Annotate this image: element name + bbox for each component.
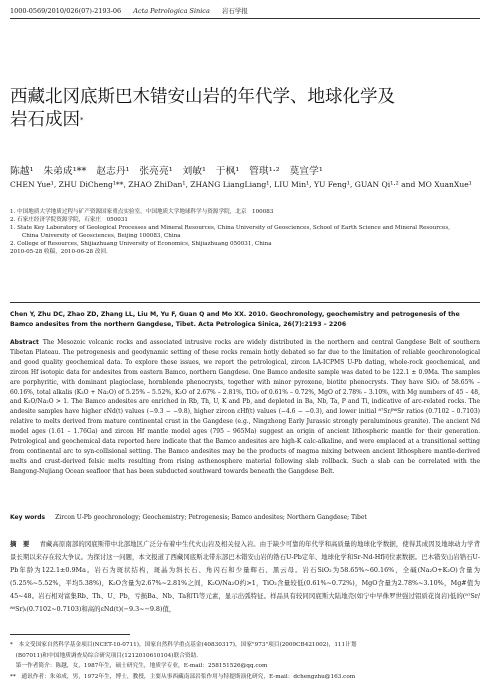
abstract-en <box>10 338 480 477</box>
keywords-label: Key words <box>10 514 46 521</box>
header-rule <box>10 18 480 19</box>
abstract-label: Abstract <box>10 339 39 346</box>
journal-name-cn: 岩石学报 <box>221 7 248 15</box>
affiliation-line: 1. State Key Laboratory of Geological Processes and Mineral Resources, China University of Geosciences, School of Earth Science and Mineral Resources, <box>10 225 451 231</box>
affiliation-line: 2. 石家庄经济学院资源学院，石家庄 050031 <box>10 217 128 223</box>
footnote-line: * 本文受国家自然科学基金项目(NCET-10-0711)，国家自然科学重点基金(40830317)，国家"973"项目(2009CB421002)，111计划 <box>10 642 357 648</box>
affiliation-line: 1. 中国地质大学地质过程与矿产资源国家重点实验室，中国地质大学地球科学与资源学院，北京 100083 <box>10 209 274 215</box>
abstract-cn-label: 摘 要 <box>10 540 30 548</box>
abstract-cn <box>10 538 480 617</box>
keywords-text: Zircon U-Pb geochronology; Geochemistry; Petrogenesis; Bamco andesites; Northern Gangdese; Tibet <box>55 514 367 521</box>
paper-title <box>10 86 470 132</box>
footnote-line: ** 通讯作者：朱弟成，男，1972年生，博士，教授，主要从事西藏南部岩浆作用与特提斯演化研究，E-mail：dchengzhu@163.com <box>10 673 356 680</box>
footnote-line: (B07011)和中国地质调查局综合研究项目(1212010610104)联合资助. <box>10 652 199 659</box>
footnote-line: 第一作者简介：陈越，女，1987年生，硕士研究生，地质学专业，E-mail：258151526@qq.com <box>10 663 268 669</box>
issn-text: 1000-0569/2010/026(07)-2193-06 <box>10 7 122 15</box>
title-footnote-mark: * <box>80 116 84 124</box>
title-line-2: 岩石成因 <box>10 110 80 130</box>
section-rule <box>10 302 480 303</box>
received-date: 2010-05-28 收稿，2010-06-28 改回. <box>10 249 108 255</box>
affiliations <box>10 208 480 256</box>
authors-cn: 陈越¹ 朱弟成¹** 赵志丹¹ 张亮亮¹ 刘敏¹ 于枫¹ 管琪¹·² 莫宣学¹ <box>10 166 323 177</box>
footnotes <box>10 640 480 682</box>
citation: Chen Y, Zhu DC, Zhao ZD, Zhang LL, Liu M, Yu F, Guan Q and Mo XX. 2010. Geochronology, geochemistry and petrogenesis of the Bamco andesites from the northern Gangdese, Tibet. Acta Petrologica Sinica, 26(7):2193 – 2206 <box>10 311 460 328</box>
abstract-text: The Mesozoic volcanic rocks and associated intrusive rocks are widely distributed in the northern and central Gangdese Belt of southern Tibetan Plateau. The petrogenesis and geodynamic setting of these rocks remain hotly debated so far due to the limitation of reliable geochronological and good quality geochemical data. To explore these issues, we report the petrological, zircon LA-ICPMS U-Pb dating, whole-rock geochemical, and zircon Hf isotopic data for andesites from eastern Bamco, northern Gangdese. One Bamco andesite sample was dated to be 122.1 ± 0.9Ma. The samples are porphyritic, with dominant plagioclase, hornblende phenocrysts, together with minor pyroxene, biotite phenocrysts. They have SiO₂ of 58.65% – 60.16%, total alkalis (K₂O + Na₂O) of 5.25% – 5.52%, K₂O of 2.67% – 2.81%, TiO₂ of 0.61% – 0.72%, MgO of 2.78% – 3.10%, with Mg numbers of 45 – 48, and K₂O/Na₂O > 1. The Bamco andesites are enriched in Rb, Th, U, K and Pb, and depleted in Ba, Nb, Ta, P and Ti, indicative of arc-related rocks. The andesite samples have higher εNd(t) values (−9.3 − −9.8), higher zircon εHf(t) values (−4.6 − −0.3), and lower initial ⁸⁷Sr/⁸⁶Sr ratios (0.7102 – 0.7103) relative to melts derived from mature continental crust in the Gangdese (e.g., Ningzhong Early Jurassic strongly peraluminous granite). The ancient Nd model ages (1.61 – 1.76Ga) and zircon Hf mantle model ages (795 – 965Ma) suggest an origin of ancient lithospheric mantle for their generation. Petrological and geochemical data reported here indicate that the Bamco andesites are high-K calc-alkaline, and were emplaced at a transitional setting from continental arc to syn-collisional setting. The Bamco andesites may be the products of magma mixing between ancient lithosphere mantle-derived melts and crust-derived felsic melts resulting from rising asthenosphere material following slab rollback. Such a slab can be correlated with the Bangong-Nujiang Ocean seafloor that has been subducted southward towards beneath the Gangdese Belt. <box>10 339 480 475</box>
journal-name-en: Acta Petrologica Sinica <box>133 7 210 15</box>
authors-en: CHEN Yue¹, ZHU DiCheng¹**, ZHAO ZhiDan¹, ZHANG LiangLiang¹, LIU Min¹, YU Feng¹, GUAN Qi¹·² and MO XuanXue¹ <box>10 180 472 189</box>
running-header <box>10 6 480 15</box>
title-line-1: 西藏北冈底斯巴木错安山岩的年代学、地球化学及 <box>10 87 395 107</box>
abstract-cn-text: 青藏高原南部的冈底斯带中北部地区广泛分布着中生代火山岩及相关侵入岩。由于缺少可靠的年代学和高质量的地球化学数据，使得其成因及地球动力学背景长期以来存在较大争议。为探讨这一问题，本文报道了西藏冈底斯北带东部巴木错安山岩的锆石U-Pb定年、地球化学和Sr-Nd-Hf同位素数据。巴木错安山岩锆石U-Pb年龄为122.1±0.9Ma。岩石为斑状结构，斑晶为斜长石、角闪石和少量辉石、黑云母。岩石SiO₂为58.65%~60.16%，全碱(Na₂O+K₂O)含量为(5.25%~5.52%，平均5.38%)，K₂O含量为2.67%~2.81%之间，K₂O/Na₂O约>1，TiO₂含量较低(0.61%~0.72%)，MgO含量为2.78%~3.10%，Mg#值为45~48。岩石相对富集Rb、Th、U、Pb，亏损Ba、Nb、Ta和Ti等元素，显示出弧特征。样品具有较同冈底斯大陆地壳(如宁中早侏罗世强过铝质花岗岩)低的(⁸⁷Sr/⁸⁶Sr)ᵢ(0.7102~0.7103)和高的εNd(t)(−9.3~−9.8)值， <box>10 540 481 614</box>
footnote-rule <box>10 634 130 635</box>
affiliation-line: 2. College of Resources, Shijiazhuang University of Economics, Shijiazhuang 050031, China <box>10 241 272 247</box>
keywords-en <box>10 514 480 521</box>
affiliation-line: China University of Geosciences, Beijing 100083, China <box>22 233 181 239</box>
